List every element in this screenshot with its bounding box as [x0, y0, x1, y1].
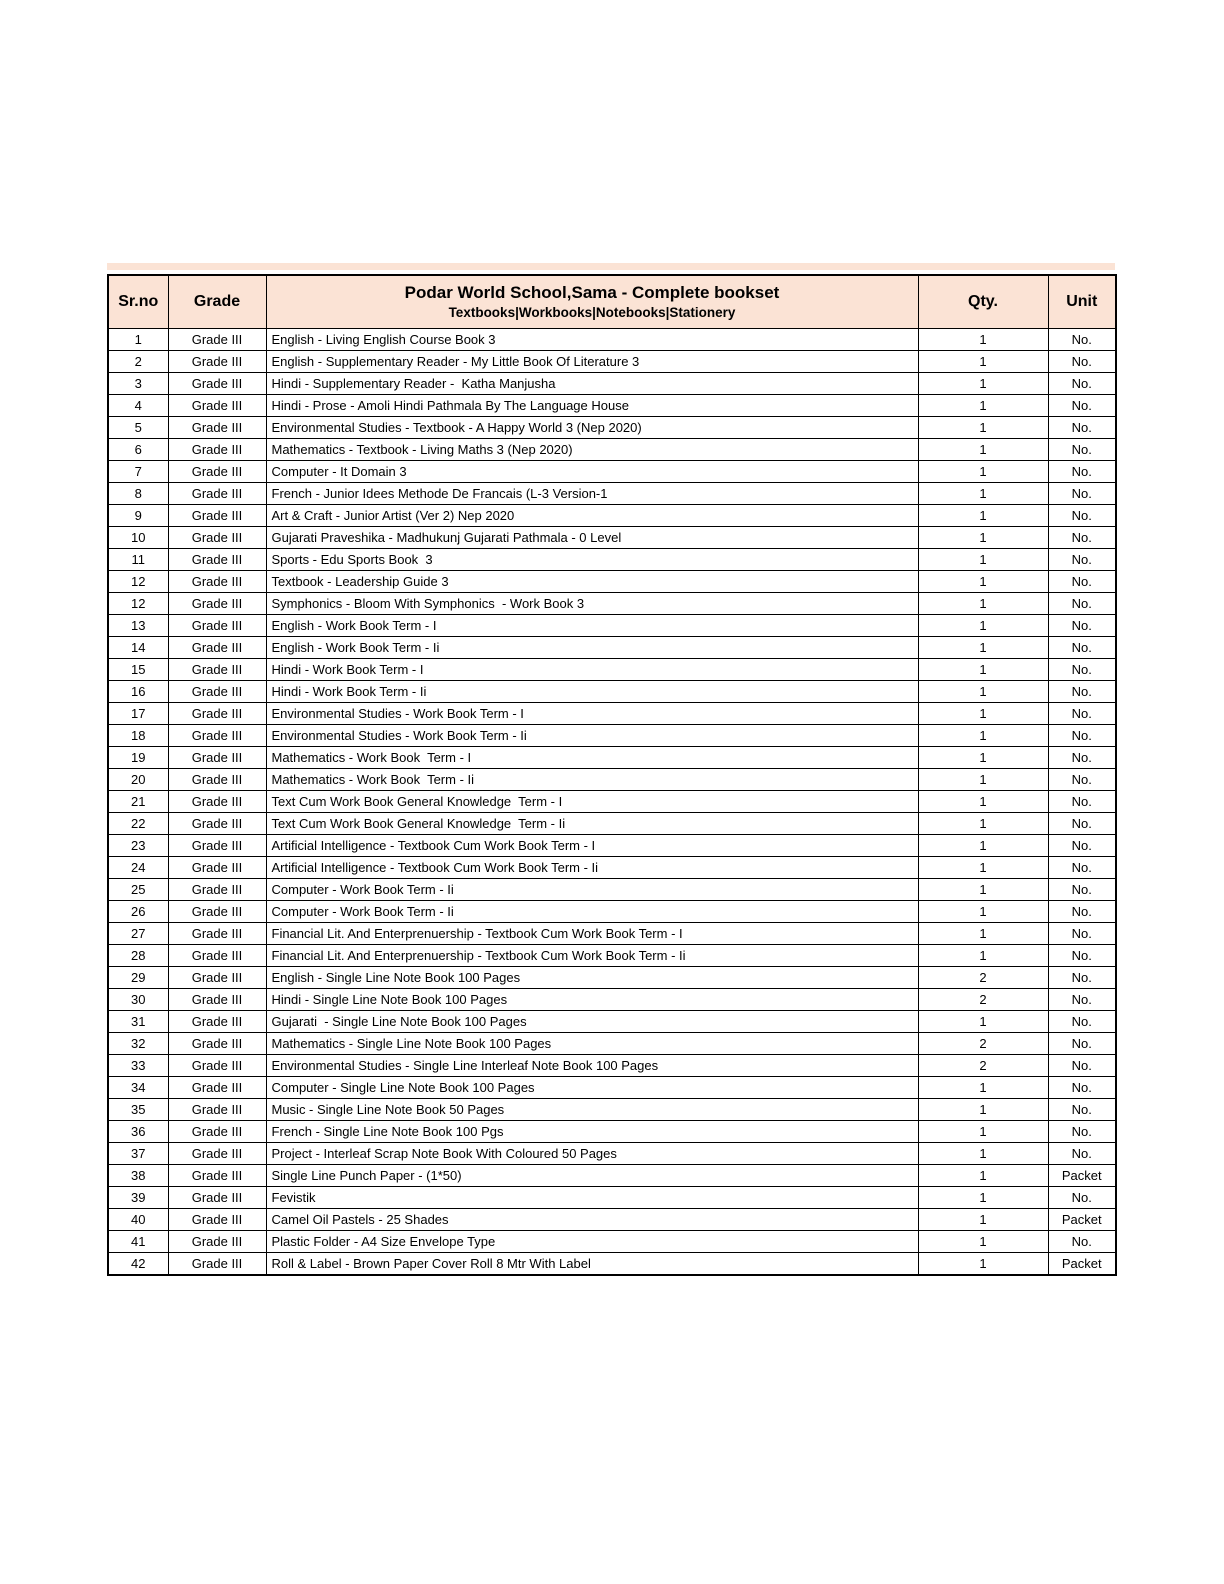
table-row [108, 1187, 1116, 1209]
srno-cell: 42 [108, 1253, 168, 1276]
table-row [108, 791, 1116, 813]
table-row [108, 769, 1116, 791]
item-cell: Text Cum Work Book General Knowledge Term - I [266, 791, 918, 813]
grade-cell: Grade III [168, 703, 266, 725]
srno-cell: 6 [108, 439, 168, 461]
grade-cell: Grade III [168, 747, 266, 769]
table-row [108, 1077, 1116, 1099]
srno-cell: 12 [108, 593, 168, 615]
grade-cell: Grade III [168, 417, 266, 439]
unit-cell: No. [1048, 923, 1116, 945]
qty-cell: 1 [918, 901, 1048, 923]
srno-cell: 30 [108, 989, 168, 1011]
unit-cell: No. [1048, 725, 1116, 747]
srno-cell: 33 [108, 1055, 168, 1077]
item-cell: Camel Oil Pastels - 25 Shades [266, 1209, 918, 1231]
grade-cell: Grade III [168, 923, 266, 945]
table-row [108, 483, 1116, 505]
qty-cell: 1 [918, 505, 1048, 527]
unit-cell: No. [1048, 1121, 1116, 1143]
item-cell: Music - Single Line Note Book 50 Pages [266, 1099, 918, 1121]
item-cell: Symphonics - Bloom With Symphonics - Work Book 3 [266, 593, 918, 615]
unit-cell: No. [1048, 1099, 1116, 1121]
grade-cell: Grade III [168, 967, 266, 989]
qty-cell: 1 [918, 593, 1048, 615]
table-row [108, 747, 1116, 769]
qty-cell: 1 [918, 945, 1048, 967]
qty-cell: 1 [918, 703, 1048, 725]
srno-cell: 7 [108, 461, 168, 483]
qty-cell: 1 [918, 1011, 1048, 1033]
table-row [108, 681, 1116, 703]
item-cell: Gujarati Praveshika - Madhukunj Gujarati Pathmala - 0 Level [266, 527, 918, 549]
table-row [108, 857, 1116, 879]
qty-cell: 1 [918, 483, 1048, 505]
grade-cell: Grade III [168, 1143, 266, 1165]
table-row [108, 1121, 1116, 1143]
grade-cell: Grade III [168, 329, 266, 351]
grade-cell: Grade III [168, 373, 266, 395]
item-cell: English - Work Book Term - I [266, 615, 918, 637]
srno-cell: 25 [108, 879, 168, 901]
srno-cell: 15 [108, 659, 168, 681]
item-cell: Hindi - Work Book Term - Ii [266, 681, 918, 703]
item-cell: Hindi - Single Line Note Book 100 Pages [266, 989, 918, 1011]
table-row [108, 637, 1116, 659]
unit-cell: No. [1048, 527, 1116, 549]
srno-cell: 23 [108, 835, 168, 857]
item-cell: Financial Lit. And Enterprenuership - Textbook Cum Work Book Term - I [266, 923, 918, 945]
grade-cell: Grade III [168, 461, 266, 483]
grade-cell: Grade III [168, 945, 266, 967]
qty-cell: 1 [918, 1143, 1048, 1165]
table-body [108, 329, 1116, 1276]
table-row [108, 835, 1116, 857]
header-title-cell [266, 275, 918, 329]
item-cell: Art & Craft - Junior Artist (Ver 2) Nep 2020 [266, 505, 918, 527]
qty-cell: 1 [918, 769, 1048, 791]
qty-cell: 1 [918, 857, 1048, 879]
table-row [108, 659, 1116, 681]
unit-cell: No. [1048, 571, 1116, 593]
qty-cell: 1 [918, 791, 1048, 813]
item-cell: Environmental Studies - Work Book Term - I [266, 703, 918, 725]
table-row [108, 615, 1116, 637]
qty-cell: 1 [918, 681, 1048, 703]
srno-cell: 21 [108, 791, 168, 813]
item-cell: Hindi - Work Book Term - I [266, 659, 918, 681]
unit-cell: Packet [1048, 1253, 1116, 1276]
table-row [108, 989, 1116, 1011]
qty-cell: 1 [918, 813, 1048, 835]
srno-cell: 3 [108, 373, 168, 395]
qty-cell: 1 [918, 1077, 1048, 1099]
unit-cell: No. [1048, 835, 1116, 857]
grade-cell: Grade III [168, 1055, 266, 1077]
qty-cell: 1 [918, 1253, 1048, 1276]
grade-cell: Grade III [168, 1187, 266, 1209]
srno-cell: 14 [108, 637, 168, 659]
srno-cell: 29 [108, 967, 168, 989]
table-row [108, 417, 1116, 439]
qty-cell: 1 [918, 835, 1048, 857]
table-row [108, 571, 1116, 593]
grade-cell: Grade III [168, 505, 266, 527]
unit-cell: No. [1048, 879, 1116, 901]
unit-cell: No. [1048, 857, 1116, 879]
table-row [108, 945, 1116, 967]
grade-cell: Grade III [168, 659, 266, 681]
grade-cell: Grade III [168, 593, 266, 615]
item-cell: French - Single Line Note Book 100 Pgs [266, 1121, 918, 1143]
qty-cell: 1 [918, 1165, 1048, 1187]
item-cell: Computer - Work Book Term - Ii [266, 901, 918, 923]
grade-cell: Grade III [168, 351, 266, 373]
grade-cell: Grade III [168, 791, 266, 813]
grade-cell: Grade III [168, 813, 266, 835]
unit-cell: No. [1048, 483, 1116, 505]
unit-cell: No. [1048, 813, 1116, 835]
table-row [108, 813, 1116, 835]
grade-cell: Grade III [168, 769, 266, 791]
item-cell: Hindi - Prose - Amoli Hindi Pathmala By The Language House [266, 395, 918, 417]
qty-cell: 2 [918, 1055, 1048, 1077]
item-cell: Financial Lit. And Enterprenuership - Textbook Cum Work Book Term - Ii [266, 945, 918, 967]
unit-cell: No. [1048, 373, 1116, 395]
item-cell: Environmental Studies - Textbook - A Happy World 3 (Nep 2020) [266, 417, 918, 439]
table-row [108, 1231, 1116, 1253]
grade-cell: Grade III [168, 527, 266, 549]
srno-cell: 24 [108, 857, 168, 879]
srno-cell: 2 [108, 351, 168, 373]
table-header [108, 275, 1116, 329]
qty-cell: 2 [918, 989, 1048, 1011]
table-row [108, 1099, 1116, 1121]
srno-cell: 39 [108, 1187, 168, 1209]
table-row [108, 439, 1116, 461]
qty-cell: 1 [918, 1187, 1048, 1209]
grade-cell: Grade III [168, 725, 266, 747]
item-cell: Single Line Punch Paper - (1*50) [266, 1165, 918, 1187]
table-row [108, 1165, 1116, 1187]
grade-cell: Grade III [168, 1253, 266, 1276]
grade-cell: Grade III [168, 1121, 266, 1143]
srno-cell: 5 [108, 417, 168, 439]
item-cell: Hindi - Supplementary Reader - Katha Manjusha [266, 373, 918, 395]
item-cell: Mathematics - Work Book Term - I [266, 747, 918, 769]
unit-cell: No. [1048, 901, 1116, 923]
table-row [108, 527, 1116, 549]
grade-cell: Grade III [168, 1209, 266, 1231]
grade-cell: Grade III [168, 1011, 266, 1033]
qty-cell: 1 [918, 527, 1048, 549]
srno-cell: 17 [108, 703, 168, 725]
unit-cell: No. [1048, 461, 1116, 483]
unit-cell: No. [1048, 351, 1116, 373]
table-row [108, 351, 1116, 373]
table-row [108, 1253, 1116, 1276]
qty-cell: 1 [918, 373, 1048, 395]
item-cell: Textbook - Leadership Guide 3 [266, 571, 918, 593]
item-cell: Mathematics - Textbook - Living Maths 3 (Nep 2020) [266, 439, 918, 461]
header-grade: Grade [168, 275, 266, 329]
qty-cell: 1 [918, 549, 1048, 571]
unit-cell: No. [1048, 945, 1116, 967]
table-row [108, 967, 1116, 989]
grade-cell: Grade III [168, 681, 266, 703]
table-row [108, 461, 1116, 483]
qty-cell: 1 [918, 1099, 1048, 1121]
grade-cell: Grade III [168, 637, 266, 659]
grade-cell: Grade III [168, 1165, 266, 1187]
header-row [108, 275, 1116, 329]
item-cell: English - Work Book Term - Ii [266, 637, 918, 659]
srno-cell: 28 [108, 945, 168, 967]
unit-cell: No. [1048, 505, 1116, 527]
unit-cell: No. [1048, 593, 1116, 615]
item-cell: Computer - Work Book Term - Ii [266, 879, 918, 901]
srno-cell: 18 [108, 725, 168, 747]
srno-cell: 19 [108, 747, 168, 769]
table-row [108, 395, 1116, 417]
srno-cell: 40 [108, 1209, 168, 1231]
sheet-subtitle: Textbooks|Workbooks|Notebooks|Stationery [448, 305, 736, 321]
unit-cell: No. [1048, 1055, 1116, 1077]
item-cell: Text Cum Work Book General Knowledge Term - Ii [266, 813, 918, 835]
table-row [108, 373, 1116, 395]
unit-cell: No. [1048, 967, 1116, 989]
srno-cell: 41 [108, 1231, 168, 1253]
grade-cell: Grade III [168, 901, 266, 923]
srno-cell: 12 [108, 571, 168, 593]
table-row [108, 1011, 1116, 1033]
unit-cell: No. [1048, 1187, 1116, 1209]
srno-cell: 4 [108, 395, 168, 417]
table-row [108, 1033, 1116, 1055]
table-row [108, 725, 1116, 747]
table-row [108, 1055, 1116, 1077]
srno-cell: 22 [108, 813, 168, 835]
item-cell: Mathematics - Single Line Note Book 100 Pages [266, 1033, 918, 1055]
item-cell: English - Single Line Note Book 100 Pages [266, 967, 918, 989]
unit-cell: Packet [1048, 1209, 1116, 1231]
qty-cell: 1 [918, 571, 1048, 593]
qty-cell: 1 [918, 329, 1048, 351]
header-srno: Sr.no [108, 275, 168, 329]
table-row [108, 703, 1116, 725]
grade-cell: Grade III [168, 615, 266, 637]
srno-cell: 20 [108, 769, 168, 791]
unit-cell: No. [1048, 769, 1116, 791]
table-row [108, 923, 1116, 945]
item-cell: Plastic Folder - A4 Size Envelope Type [266, 1231, 918, 1253]
grade-cell: Grade III [168, 857, 266, 879]
qty-cell: 1 [918, 923, 1048, 945]
qty-cell: 1 [918, 1231, 1048, 1253]
item-cell: English - Living English Course Book 3 [266, 329, 918, 351]
item-cell: Environmental Studies - Single Line Interleaf Note Book 100 Pages [266, 1055, 918, 1077]
item-cell: Sports - Edu Sports Book 3 [266, 549, 918, 571]
item-cell: Environmental Studies - Work Book Term - Ii [266, 725, 918, 747]
srno-cell: 34 [108, 1077, 168, 1099]
qty-cell: 1 [918, 417, 1048, 439]
item-cell: French - Junior Idees Methode De Francais (L-3 Version-1 [266, 483, 918, 505]
grade-cell: Grade III [168, 835, 266, 857]
qty-cell: 1 [918, 461, 1048, 483]
unit-cell: No. [1048, 1231, 1116, 1253]
qty-cell: 1 [918, 879, 1048, 901]
srno-cell: 36 [108, 1121, 168, 1143]
qty-cell: 1 [918, 351, 1048, 373]
srno-cell: 13 [108, 615, 168, 637]
unit-cell: No. [1048, 417, 1116, 439]
header-unit: Unit [1048, 275, 1116, 329]
srno-cell: 35 [108, 1099, 168, 1121]
grade-cell: Grade III [168, 395, 266, 417]
grade-cell: Grade III [168, 483, 266, 505]
srno-cell: 32 [108, 1033, 168, 1055]
grade-cell: Grade III [168, 1033, 266, 1055]
grade-cell: Grade III [168, 549, 266, 571]
qty-cell: 2 [918, 967, 1048, 989]
grade-cell: Grade III [168, 879, 266, 901]
unit-cell: No. [1048, 439, 1116, 461]
grade-cell: Grade III [168, 571, 266, 593]
header-qty: Qty. [918, 275, 1048, 329]
unit-cell: No. [1048, 1143, 1116, 1165]
qty-cell: 1 [918, 637, 1048, 659]
table-row [108, 1143, 1116, 1165]
unit-cell: No. [1048, 1011, 1116, 1033]
srno-cell: 8 [108, 483, 168, 505]
booklist-sheet [107, 263, 1115, 1276]
unit-cell: No. [1048, 747, 1116, 769]
sheet-title: Podar World School,Sama - Complete bookset [404, 283, 780, 303]
table-row [108, 549, 1116, 571]
srno-cell: 26 [108, 901, 168, 923]
table-row [108, 1209, 1116, 1231]
item-cell: Roll & Label - Brown Paper Cover Roll 8 Mtr With Label [266, 1253, 918, 1276]
unit-cell: No. [1048, 637, 1116, 659]
grade-cell: Grade III [168, 989, 266, 1011]
item-cell: Project - Interleaf Scrap Note Book With Coloured 50 Pages [266, 1143, 918, 1165]
unit-cell: No. [1048, 549, 1116, 571]
unit-cell: Packet [1048, 1165, 1116, 1187]
table-row [108, 879, 1116, 901]
srno-cell: 38 [108, 1165, 168, 1187]
unit-cell: No. [1048, 615, 1116, 637]
unit-cell: No. [1048, 989, 1116, 1011]
table-row [108, 901, 1116, 923]
srno-cell: 27 [108, 923, 168, 945]
booklist-table [107, 274, 1117, 1276]
table-row [108, 329, 1116, 351]
qty-cell: 1 [918, 1121, 1048, 1143]
srno-cell: 9 [108, 505, 168, 527]
unit-cell: No. [1048, 659, 1116, 681]
item-cell: Gujarati - Single Line Note Book 100 Pages [266, 1011, 918, 1033]
table-row [108, 593, 1116, 615]
table-row [108, 505, 1116, 527]
grade-cell: Grade III [168, 1077, 266, 1099]
item-cell: Artificial Intelligence - Textbook Cum Work Book Term - I [266, 835, 918, 857]
item-cell: English - Supplementary Reader - My Little Book Of Literature 3 [266, 351, 918, 373]
unit-cell: No. [1048, 791, 1116, 813]
srno-cell: 16 [108, 681, 168, 703]
unit-cell: No. [1048, 395, 1116, 417]
qty-cell: 1 [918, 659, 1048, 681]
srno-cell: 31 [108, 1011, 168, 1033]
unit-cell: No. [1048, 1033, 1116, 1055]
top-strip-decoration [107, 263, 1115, 270]
unit-cell: No. [1048, 681, 1116, 703]
item-cell: Artificial Intelligence - Textbook Cum Work Book Term - Ii [266, 857, 918, 879]
srno-cell: 37 [108, 1143, 168, 1165]
qty-cell: 1 [918, 395, 1048, 417]
srno-cell: 11 [108, 549, 168, 571]
unit-cell: No. [1048, 1077, 1116, 1099]
srno-cell: 10 [108, 527, 168, 549]
qty-cell: 1 [918, 615, 1048, 637]
item-cell: Mathematics - Work Book Term - Ii [266, 769, 918, 791]
qty-cell: 1 [918, 747, 1048, 769]
item-cell: Fevistik [266, 1187, 918, 1209]
srno-cell: 1 [108, 329, 168, 351]
qty-cell: 2 [918, 1033, 1048, 1055]
item-cell: Computer - It Domain 3 [266, 461, 918, 483]
qty-cell: 1 [918, 725, 1048, 747]
grade-cell: Grade III [168, 1099, 266, 1121]
unit-cell: No. [1048, 703, 1116, 725]
unit-cell: No. [1048, 329, 1116, 351]
grade-cell: Grade III [168, 1231, 266, 1253]
item-cell: Computer - Single Line Note Book 100 Pages [266, 1077, 918, 1099]
grade-cell: Grade III [168, 439, 266, 461]
qty-cell: 1 [918, 439, 1048, 461]
qty-cell: 1 [918, 1209, 1048, 1231]
